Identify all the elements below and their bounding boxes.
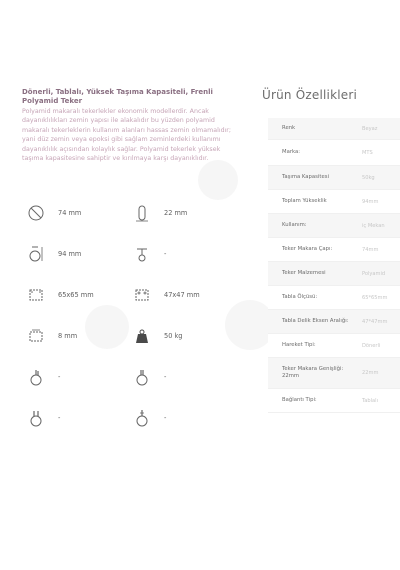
features-row <box>268 262 400 286</box>
features-key: Marka: <box>282 149 300 155</box>
spec-item <box>128 321 183 351</box>
spec-item <box>128 280 200 310</box>
spec-value: 50 kg <box>164 332 183 340</box>
features-key: Kullanım: <box>282 222 307 228</box>
features-value: 65*65mm <box>362 294 388 301</box>
features-value: Beyaz <box>362 125 378 132</box>
spec-row <box>22 403 218 444</box>
spec-value: - <box>58 414 61 422</box>
features-value: Tablalı <box>362 397 378 404</box>
offset-icon <box>128 240 156 268</box>
bearing-icon <box>22 404 50 432</box>
features-row <box>268 118 400 140</box>
spec-value: 22 mm <box>164 209 188 217</box>
features-value: Polyamid <box>362 270 386 277</box>
lock-icon <box>128 363 156 391</box>
spec-item <box>22 198 81 228</box>
features-key: Tabla Ölçüsü: <box>282 294 318 300</box>
spec-item <box>22 321 77 351</box>
features-panel <box>262 88 400 102</box>
spec-value: - <box>164 250 167 258</box>
brake-icon <box>22 363 50 391</box>
features-key: Teker Malzemesi <box>282 270 326 276</box>
spec-item <box>128 403 166 433</box>
features-value: MTS <box>362 149 373 156</box>
features-row <box>268 190 400 214</box>
spec-item <box>22 239 81 269</box>
spec-row <box>22 198 218 239</box>
product-title: Dönerli, Tablalı, Yüksek Taşıma Kapasiteli, Frenli Polyamid Teker <box>22 88 213 105</box>
total-height-icon <box>22 240 50 268</box>
features-value: Dönerli <box>362 342 381 349</box>
hole-spacing-icon <box>128 281 156 309</box>
features-key: Teker Makara Genişliği: 22mm <box>282 366 344 379</box>
features-value: 22mm <box>362 370 379 376</box>
features-row <box>268 214 400 238</box>
spec-item <box>22 362 60 392</box>
watermark-blob <box>198 160 238 200</box>
features-value: 47*47mm <box>362 318 388 325</box>
spec-value: - <box>164 373 167 381</box>
screw-icon <box>128 404 156 432</box>
features-key: Teker Makara Çapı: <box>282 246 333 252</box>
features-key: Taşıma Kapasitesi <box>282 174 329 180</box>
features-key: Toplam Yükseklik <box>282 198 327 204</box>
spec-value: 94 mm <box>58 250 82 258</box>
spec-value: - <box>58 373 61 381</box>
spec-row <box>22 321 218 362</box>
features-row <box>268 310 400 334</box>
features-key: Renk <box>282 125 296 131</box>
weight-capacity-icon <box>128 322 156 350</box>
hole-diameter-icon <box>22 322 50 350</box>
spec-value: 47x47 mm <box>164 291 200 299</box>
plate-size-icon <box>22 281 50 309</box>
spec-value: - <box>164 414 167 422</box>
spec-value: 74 mm <box>58 209 82 217</box>
spec-row <box>22 362 218 403</box>
spec-item <box>22 403 60 433</box>
features-row <box>268 334 400 358</box>
spec-item <box>128 198 187 228</box>
features-value: iç Mekan <box>362 222 385 229</box>
features-row <box>268 358 400 389</box>
features-value: 74mm <box>362 246 379 253</box>
spec-grid <box>22 198 218 444</box>
product-description: Polyamid makaralı tekerlekler ekonomik modellerdir. Ancak dayanıklılıkları zemin yapısı ile alakalıdır bu yüzden polyamid makaralı tekerleklerin kullanım alanları hassas zemin olmamalıdır; yani düz zemin veya epoksi gibi sağlam zeminlerdeki kullanımı dayanıklılık açısından kolaylık sağlar. Polyamid tekerlek yüksek taşıma kapasitesine sahiptir ve kırılmaya karşı dayanıklıdır. <box>22 108 232 163</box>
features-table <box>268 118 400 413</box>
product-info <box>22 88 234 163</box>
features-value: 94mm <box>362 198 379 205</box>
features-key: Bağlantı Tipi: <box>282 397 317 403</box>
spec-item <box>128 362 166 392</box>
spec-value: 8 mm <box>58 332 78 340</box>
features-key: Tabla Delik Eksen Aralığı: <box>282 318 349 324</box>
features-row <box>268 238 400 262</box>
spec-item <box>22 280 94 310</box>
spec-item <box>128 239 166 269</box>
wheel-width-icon <box>128 199 156 227</box>
spec-row <box>22 239 218 280</box>
features-row <box>268 389 400 413</box>
features-row <box>268 166 400 190</box>
features-key: Hareket Tipi: <box>282 342 316 348</box>
spec-value: 65x65 mm <box>58 291 94 299</box>
wheel-diameter-icon <box>22 199 50 227</box>
spec-row <box>22 280 218 321</box>
features-value: 50kg <box>362 174 375 181</box>
features-row <box>268 286 400 310</box>
features-heading: Ürün Özellikleri <box>262 88 358 102</box>
features-row <box>268 140 400 166</box>
